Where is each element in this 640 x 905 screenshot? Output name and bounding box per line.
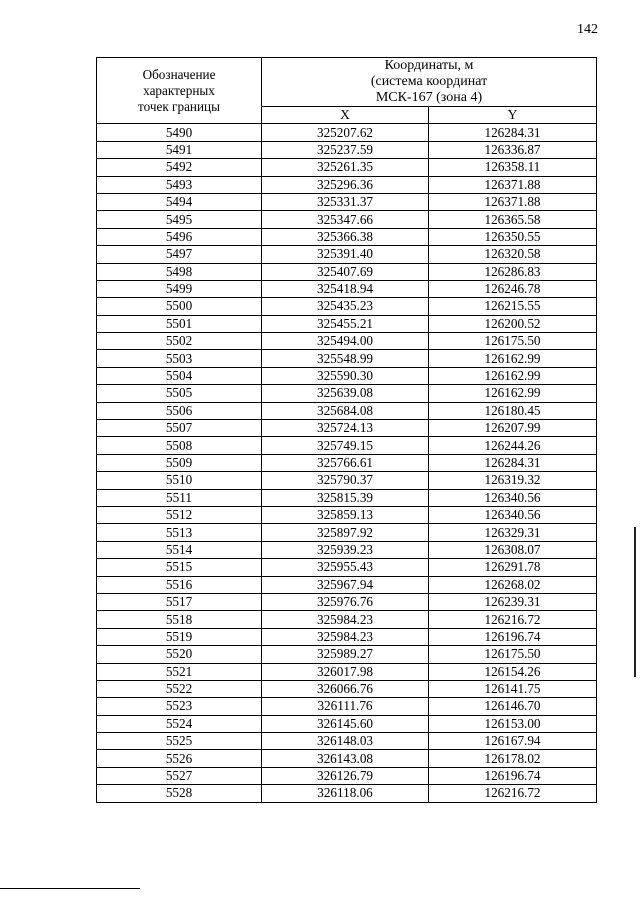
x-coordinate-cell: 325859.13 bbox=[262, 506, 429, 523]
table-row bbox=[97, 750, 597, 767]
table-row bbox=[97, 315, 597, 332]
table-row bbox=[97, 680, 597, 697]
point-id-cell: 5510 bbox=[97, 472, 262, 489]
y-coordinate-cell: 126319.32 bbox=[429, 472, 597, 489]
x-coordinate-cell: 326111.76 bbox=[262, 698, 429, 715]
y-coordinate-cell: 126196.74 bbox=[429, 767, 597, 784]
footnote-divider bbox=[0, 888, 140, 889]
x-coordinate-cell: 325391.40 bbox=[262, 246, 429, 263]
table-row bbox=[97, 333, 597, 350]
y-coordinate-cell: 126286.83 bbox=[429, 263, 597, 280]
point-id-cell: 5491 bbox=[97, 141, 262, 158]
y-coordinate-cell: 126216.72 bbox=[429, 611, 597, 628]
y-coordinate-cell: 126244.26 bbox=[429, 437, 597, 454]
point-id-cell: 5495 bbox=[97, 211, 262, 228]
point-id-cell: 5506 bbox=[97, 402, 262, 419]
header-x: X bbox=[262, 107, 429, 124]
point-id-cell: 5522 bbox=[97, 680, 262, 697]
point-id-cell: 5509 bbox=[97, 454, 262, 471]
x-coordinate-cell: 326118.06 bbox=[262, 785, 429, 802]
table-row bbox=[97, 559, 597, 576]
table-row bbox=[97, 715, 597, 732]
y-coordinate-cell: 126196.74 bbox=[429, 628, 597, 645]
x-coordinate-cell: 326143.08 bbox=[262, 750, 429, 767]
y-coordinate-cell: 126239.31 bbox=[429, 593, 597, 610]
header-designation-line: Обозначение bbox=[142, 66, 216, 82]
point-id-cell: 5492 bbox=[97, 159, 262, 176]
table-row bbox=[97, 350, 597, 367]
margin-scan-mark bbox=[634, 527, 636, 677]
table-row bbox=[97, 524, 597, 541]
table-row bbox=[97, 541, 597, 558]
x-coordinate-cell: 326148.03 bbox=[262, 733, 429, 750]
header-designation-line: точек границы bbox=[138, 98, 220, 114]
y-coordinate-cell: 126284.31 bbox=[429, 124, 597, 141]
y-coordinate-cell: 126200.52 bbox=[429, 315, 597, 332]
y-coordinate-cell: 126175.50 bbox=[429, 333, 597, 350]
point-id-cell: 5493 bbox=[97, 176, 262, 193]
table-row bbox=[97, 228, 597, 245]
point-id-cell: 5512 bbox=[97, 506, 262, 523]
y-coordinate-cell: 126167.94 bbox=[429, 733, 597, 750]
x-coordinate-cell: 325684.08 bbox=[262, 402, 429, 419]
point-id-cell: 5507 bbox=[97, 420, 262, 437]
table-row bbox=[97, 489, 597, 506]
table-row bbox=[97, 211, 597, 228]
point-id-cell: 5514 bbox=[97, 541, 262, 558]
table-row bbox=[97, 698, 597, 715]
table-row bbox=[97, 280, 597, 297]
x-coordinate-cell: 325955.43 bbox=[262, 559, 429, 576]
table-row bbox=[97, 141, 597, 158]
y-coordinate-cell: 126162.99 bbox=[429, 350, 597, 367]
point-id-cell: 5520 bbox=[97, 646, 262, 663]
header-y: Y bbox=[429, 107, 597, 124]
point-id-cell: 5526 bbox=[97, 750, 262, 767]
y-coordinate-cell: 126308.07 bbox=[429, 541, 597, 558]
x-coordinate-cell: 325790.37 bbox=[262, 472, 429, 489]
y-coordinate-cell: 126215.55 bbox=[429, 298, 597, 315]
table-row bbox=[97, 385, 597, 402]
table-row bbox=[97, 263, 597, 280]
point-id-cell: 5500 bbox=[97, 298, 262, 315]
x-coordinate-cell: 325639.08 bbox=[262, 385, 429, 402]
point-id-cell: 5505 bbox=[97, 385, 262, 402]
header-coordinates-line: (система координат bbox=[370, 74, 488, 89]
point-id-cell: 5503 bbox=[97, 350, 262, 367]
point-id-cell: 5515 bbox=[97, 559, 262, 576]
x-coordinate-cell: 325897.92 bbox=[262, 524, 429, 541]
point-id-cell: 5502 bbox=[97, 333, 262, 350]
y-coordinate-cell: 126320.58 bbox=[429, 246, 597, 263]
page-number: 142 bbox=[577, 22, 598, 37]
x-coordinate-cell: 325261.35 bbox=[262, 159, 429, 176]
y-coordinate-cell: 126175.50 bbox=[429, 646, 597, 663]
x-coordinate-cell: 325989.27 bbox=[262, 646, 429, 663]
table-header bbox=[97, 58, 597, 124]
table-row bbox=[97, 437, 597, 454]
x-coordinate-cell: 325984.23 bbox=[262, 628, 429, 645]
x-coordinate-cell: 325766.61 bbox=[262, 454, 429, 471]
point-id-cell: 5494 bbox=[97, 193, 262, 210]
table-row bbox=[97, 733, 597, 750]
table-row bbox=[97, 506, 597, 523]
x-coordinate-cell: 325494.00 bbox=[262, 333, 429, 350]
table-row bbox=[97, 576, 597, 593]
x-coordinate-cell: 325976.76 bbox=[262, 593, 429, 610]
y-coordinate-cell: 126141.75 bbox=[429, 680, 597, 697]
point-id-cell: 5516 bbox=[97, 576, 262, 593]
point-id-cell: 5496 bbox=[97, 228, 262, 245]
point-id-cell: 5513 bbox=[97, 524, 262, 541]
y-coordinate-cell: 126268.02 bbox=[429, 576, 597, 593]
point-id-cell: 5517 bbox=[97, 593, 262, 610]
y-coordinate-cell: 126340.56 bbox=[429, 506, 597, 523]
point-id-cell: 5498 bbox=[97, 263, 262, 280]
table-row bbox=[97, 611, 597, 628]
table-row bbox=[97, 646, 597, 663]
point-id-cell: 5501 bbox=[97, 315, 262, 332]
y-coordinate-cell: 126180.45 bbox=[429, 402, 597, 419]
x-coordinate-cell: 325724.13 bbox=[262, 420, 429, 437]
point-id-cell: 5523 bbox=[97, 698, 262, 715]
y-coordinate-cell: 126284.31 bbox=[429, 454, 597, 471]
x-coordinate-cell: 326066.76 bbox=[262, 680, 429, 697]
y-coordinate-cell: 126162.99 bbox=[429, 367, 597, 384]
point-id-cell: 5519 bbox=[97, 628, 262, 645]
table-row bbox=[97, 124, 597, 141]
x-coordinate-cell: 325984.23 bbox=[262, 611, 429, 628]
table-row bbox=[97, 454, 597, 471]
point-id-cell: 5528 bbox=[97, 785, 262, 802]
x-coordinate-cell: 325939.23 bbox=[262, 541, 429, 558]
y-coordinate-cell: 126246.78 bbox=[429, 280, 597, 297]
header-coordinates bbox=[262, 58, 597, 107]
header-coordinates-line: Координаты, м bbox=[384, 58, 474, 73]
y-coordinate-cell: 126178.02 bbox=[429, 750, 597, 767]
y-coordinate-cell: 126371.88 bbox=[429, 193, 597, 210]
point-id-cell: 5490 bbox=[97, 124, 262, 141]
x-coordinate-cell: 325455.21 bbox=[262, 315, 429, 332]
x-coordinate-cell: 325815.39 bbox=[262, 489, 429, 506]
table-row bbox=[97, 176, 597, 193]
y-coordinate-cell: 126153.00 bbox=[429, 715, 597, 732]
point-id-cell: 5511 bbox=[97, 489, 262, 506]
x-coordinate-cell: 325366.38 bbox=[262, 228, 429, 245]
x-coordinate-cell: 325967.94 bbox=[262, 576, 429, 593]
table-row bbox=[97, 593, 597, 610]
header-coordinates-line: МСК-167 (зона 4) bbox=[375, 90, 483, 105]
y-coordinate-cell: 126207.99 bbox=[429, 420, 597, 437]
table-row bbox=[97, 193, 597, 210]
x-coordinate-cell: 325590.30 bbox=[262, 367, 429, 384]
x-coordinate-cell: 325435.23 bbox=[262, 298, 429, 315]
table-row bbox=[97, 402, 597, 419]
table-row bbox=[97, 785, 597, 802]
y-coordinate-cell: 126162.99 bbox=[429, 385, 597, 402]
x-coordinate-cell: 325296.36 bbox=[262, 176, 429, 193]
point-id-cell: 5518 bbox=[97, 611, 262, 628]
table-row bbox=[97, 472, 597, 489]
table-row bbox=[97, 767, 597, 784]
table-row bbox=[97, 663, 597, 680]
table-row bbox=[97, 367, 597, 384]
x-coordinate-cell: 325331.37 bbox=[262, 193, 429, 210]
x-coordinate-cell: 325548.99 bbox=[262, 350, 429, 367]
y-coordinate-cell: 126329.31 bbox=[429, 524, 597, 541]
table-row bbox=[97, 159, 597, 176]
x-coordinate-cell: 326017.98 bbox=[262, 663, 429, 680]
point-id-cell: 5508 bbox=[97, 437, 262, 454]
x-coordinate-cell: 325237.59 bbox=[262, 141, 429, 158]
header-designation bbox=[97, 58, 262, 124]
table-body bbox=[97, 124, 597, 802]
y-coordinate-cell: 126336.87 bbox=[429, 141, 597, 158]
table-row bbox=[97, 628, 597, 645]
point-id-cell: 5524 bbox=[97, 715, 262, 732]
header-designation-line: характерных bbox=[143, 82, 215, 98]
y-coordinate-cell: 126146.70 bbox=[429, 698, 597, 715]
y-coordinate-cell: 126291.78 bbox=[429, 559, 597, 576]
coordinates-table bbox=[96, 57, 597, 803]
y-coordinate-cell: 126216.72 bbox=[429, 785, 597, 802]
x-coordinate-cell: 325207.62 bbox=[262, 124, 429, 141]
point-id-cell: 5527 bbox=[97, 767, 262, 784]
y-coordinate-cell: 126154.26 bbox=[429, 663, 597, 680]
point-id-cell: 5525 bbox=[97, 733, 262, 750]
point-id-cell: 5521 bbox=[97, 663, 262, 680]
table-row bbox=[97, 246, 597, 263]
x-coordinate-cell: 325749.15 bbox=[262, 437, 429, 454]
y-coordinate-cell: 126340.56 bbox=[429, 489, 597, 506]
point-id-cell: 5497 bbox=[97, 246, 262, 263]
point-id-cell: 5504 bbox=[97, 367, 262, 384]
table-row bbox=[97, 420, 597, 437]
y-coordinate-cell: 126350.55 bbox=[429, 228, 597, 245]
y-coordinate-cell: 126365.58 bbox=[429, 211, 597, 228]
table-row bbox=[97, 298, 597, 315]
y-coordinate-cell: 126358.11 bbox=[429, 159, 597, 176]
y-coordinate-cell: 126371.88 bbox=[429, 176, 597, 193]
x-coordinate-cell: 326145.60 bbox=[262, 715, 429, 732]
x-coordinate-cell: 325347.66 bbox=[262, 211, 429, 228]
point-id-cell: 5499 bbox=[97, 280, 262, 297]
x-coordinate-cell: 326126.79 bbox=[262, 767, 429, 784]
x-coordinate-cell: 325407.69 bbox=[262, 263, 429, 280]
x-coordinate-cell: 325418.94 bbox=[262, 280, 429, 297]
